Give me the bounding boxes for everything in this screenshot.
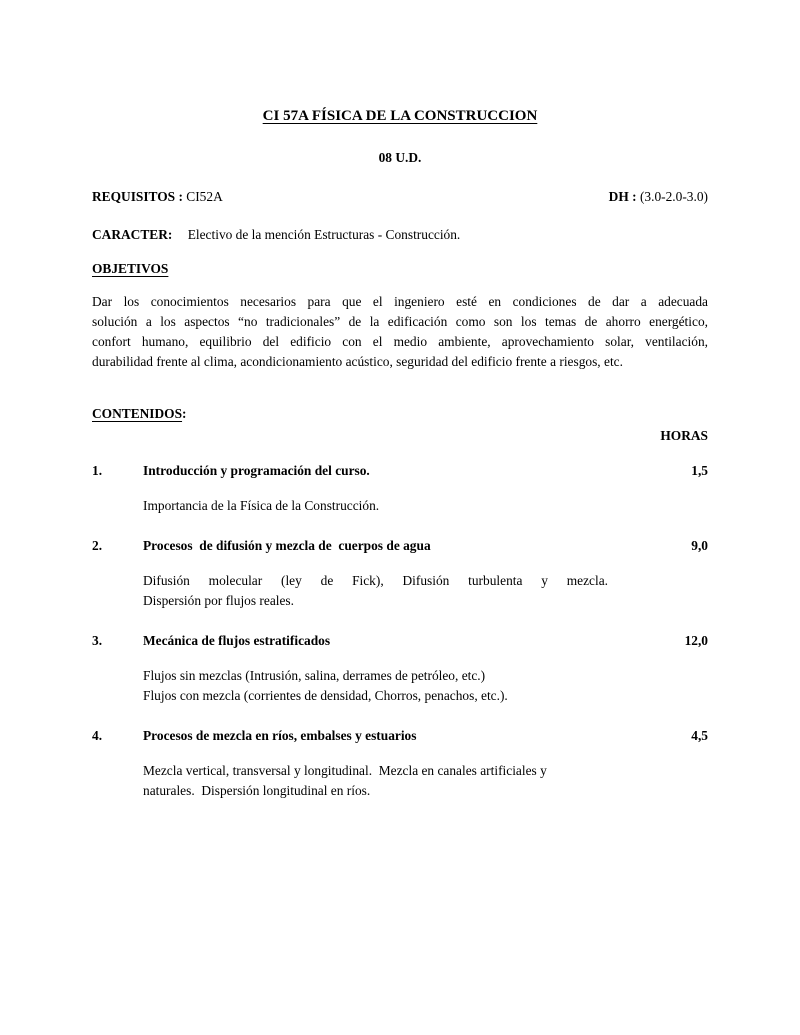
item-title: Mecánica de flujos estratificados [143,633,331,648]
item-detail-line: Flujos sin mezclas (Intrusión, salina, derrames de petróleo, etc.) [143,668,486,683]
objetivos-line: Dar los conocimientos necesarios para que el ingeniero esté en condiciones de dar a adecuada [92,294,708,309]
caracter-row [92,225,708,245]
item-number: 3. [92,633,103,648]
contenidos-heading [92,404,708,424]
item-title: Procesos de difusión y mezcla de cuerpos de agua [143,538,431,553]
objetivos-line: durabilidad frente al clima, acondicionamiento acústico, seguridad del edificio frente a riesgos, etc. [92,354,623,369]
content-item-row [92,726,708,746]
objetivos-heading-text: OBJETIVOS [92,261,169,276]
item-detail-line: Flujos con mezcla (corrientes de densidad, Chorros, penachos, etc.). [143,688,508,703]
item-detail-line: Mezcla vertical, transversal y longitudinal. Mezcla en canales artificiales y [143,763,547,778]
horas-column-header: HORAS [660,428,708,443]
caracter-value: Electivo de la mención Estructuras - Construcción. [187,227,461,242]
item-detail-line: Importancia de la Física de la Construcción. [143,498,380,513]
objetivos-paragraph [92,292,708,372]
item-detail [143,666,608,706]
item-hours: 12,0 [684,633,708,648]
dh-value: (3.0-2.0-3.0) [639,189,708,204]
item-detail-line: Difusión molecular (ley de Fick), Difusión turbulenta y mezcla. [143,573,608,588]
item-detail-line: Dispersión por flujos reales. [143,593,294,608]
course-units: 08 U.D. [378,150,422,165]
item-number: 2. [92,538,103,553]
contenidos-heading-text: CONTENIDOS [92,406,183,421]
content-item-row [92,536,708,556]
content-item-row [92,461,708,481]
item-number: 1. [92,463,103,478]
dh-label: DH : [608,189,637,204]
objetivos-line: confort humano, equilibrio del edificio con el medio ambiente, aprovechamiento solar, ventilación, [92,334,708,349]
item-hours: 4,5 [691,728,708,743]
objetivos-line: solución a los aspectos “no tradicionales” de la edificación como son los temas de ahorro energético, [92,314,708,329]
item-title: Procesos de mezcla en ríos, embalses y estuarios [143,728,417,743]
requisitos [92,187,223,207]
requisitos-dh-row [92,187,708,207]
page-title [92,106,708,126]
objetivos-heading [92,259,708,279]
item-detail-line: naturales. Dispersión longitudinal en ríos. [143,783,371,798]
item-title: Introducción y programación del curso. [143,463,370,478]
item-detail [143,571,608,611]
requisitos-value: CI52A [186,189,223,204]
caracter-label: CARACTER: [92,227,173,242]
content-item-row [92,631,708,651]
item-number: 4. [92,728,103,743]
dh [609,187,708,207]
contenidos-colon: : [182,406,187,421]
item-detail [143,761,608,801]
item-detail [143,496,608,516]
requisitos-label: REQUISITOS : [92,189,183,204]
item-hours: 9,0 [691,538,708,553]
item-hours: 1,5 [691,463,708,478]
page-title-text: CI 57A FÍSICA DE LA CONSTRUCCION [262,108,538,124]
